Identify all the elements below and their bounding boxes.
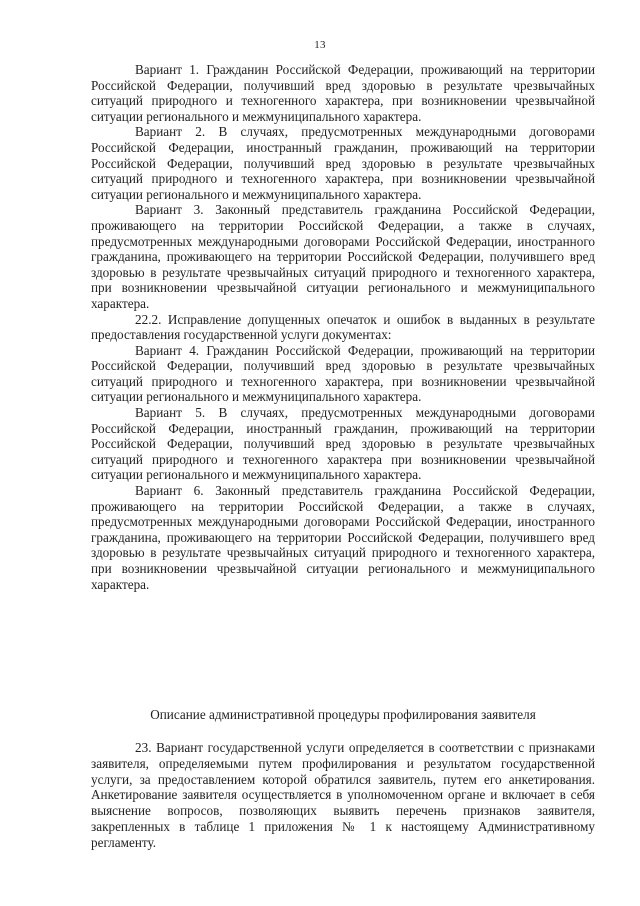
paragraph-22-2: 22.2. Исправление допущенных опечаток и ошибок в выданных в результате предоставления государственной услуги документах: xyxy=(91,311,595,343)
paragraph-variant-4: Вариант 4. Гражданин Российской Федерации, проживающий на территории Российской Федерации, получивший вред здоровью в результате чрезвычайных ситуаций природного и техногенного характера, при возникновении чрезвычайной ситуации регионального и межмуниципального характера. xyxy=(91,342,595,405)
section-heading: Описание административной процедуры профилирования заявителя xyxy=(150,707,536,722)
page-number: 13 xyxy=(314,39,326,51)
paragraph-variant-3: Вариант 3. Законный представитель гражданина Российской Федерации, проживающего на территории Российской Федерации, а также в случаях, предусмотренных международными договорами Российской Федерации, иностранного гражданина, проживающего на территории Российской Федерации, получившего вред здоровью в результате чрезвычайных ситуаций природного и техногенного характера, при возникновении чрезвычайной ситуации регионального и межмуниципального характера. xyxy=(91,202,595,311)
section-body xyxy=(91,740,595,851)
paragraph-variant-5: Вариант 5. В случаях, предусмотренных международными договорами Российской Федерации, иностранный гражданин, проживающий на территории Российской Федерации, получивший вред здоровью в результате чрезвычайных ситуаций природного и техногенного характера при возникновении чрезвычайной ситуации регионального и межмуниципального характера. xyxy=(91,405,595,483)
paragraph-variant-6: Вариант 6. Законный представитель гражданина Российской Федерации, проживающего на территории Российской Федерации, а также в случаях, предусмотренных международными договорами Российской Федерации, иностранного гражданина, проживающего на территории Российской Федерации, получившего вред здоровью в результате чрезвычайных ситуаций природного и техногенного характера, при возникновении чрезвычайной ситуации регионального и межмуниципального характера. xyxy=(91,483,595,592)
paragraph-variant-2: Вариант 2. В случаях, предусмотренных международными договорами Российской Федерации, иностранный гражданин, проживающий на территории Российской Федерации, получивший вред здоровью в результате чрезвычайных ситуаций природного и техногенного характера, при возникновении чрезвычайной ситуации регионального и межмуниципального характера. xyxy=(91,124,595,202)
paragraph-23: 23. Вариант государственной услуги определяется в соответствии с признаками заявителя, определяемыми путем профилирования и результатом государственной услуги, за предоставлением которой обратился заявитель, путем его анкетирования. Анкетирование заявителя осуществляется в уполномоченном органе и включает в себя выяснение вопросов, позволяющих выявить перечень признаков заявителя, закрепленных в таблице 1 приложения № 1 к настоящему Административному регламенту. xyxy=(91,740,595,850)
document-body xyxy=(91,62,595,592)
paragraph-variant-1: Вариант 1. Гражданин Российской Федерации, проживающий на территории Российской Федерации, получивший вред здоровью в результате чрезвычайных ситуаций природного и техногенного характера, при возникновении чрезвычайной ситуации регионального и межмуниципального характера. xyxy=(91,62,595,124)
